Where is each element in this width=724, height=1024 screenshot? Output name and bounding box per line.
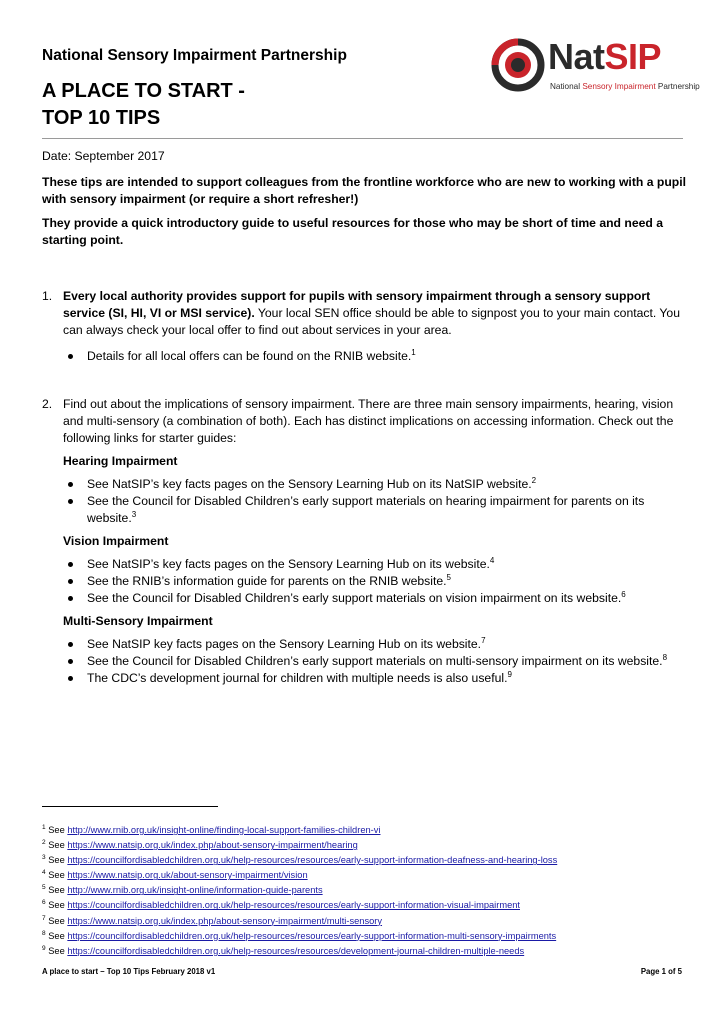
page-footer: [42, 967, 682, 976]
footnote-link[interactable]: http://www.rnib.org.uk/insight-online/finding-local-support-families-children-vi: [67, 825, 381, 835]
footnote: $^1$ See http://www.rnib.org.uk/insight-online/finding-local-support-families-children-vi: [42, 823, 381, 835]
section-heading-vision: Vision Impairment: [63, 534, 169, 548]
footnote-link[interactable]: https://www.natsip.org.uk/about-sensory-impairment/vision: [67, 870, 308, 881]
footnote: $^3$ See https://councilfordisabledchildren.org.uk/help-resources/resources/early-support-information-deafness-and-hearing-loss: [42, 854, 558, 866]
footnotes: [42, 823, 702, 959]
footnote-link[interactable]: http://www.rnib.org.uk/insight-online/information-guide-parents: [67, 885, 323, 896]
list-item: See the Council for Disabled Children’s early support materials on hearing impairment for parents on its website.$^3$: [63, 493, 687, 527]
list-item: See NatSIP key facts pages on the Sensory Learning Hub on its website.$^7$: [63, 636, 687, 653]
tip-1: [42, 288, 687, 365]
footnote: $^7$ See https://www.natsip.org.uk/index.php/about-sensory-impairment/multi-sensory: [42, 914, 383, 926]
list-item: See the RNIB’s information guide for parents on the RNIB website.$^5$: [63, 573, 687, 590]
list-item: Details for all local offers can be found on the RNIB website.$^1$: [63, 348, 687, 365]
logo-tagline: National Sensory Impairment Partnership: [550, 82, 700, 91]
footnote: $^9$ See https://councilfordisabledchildren.org.uk/help-resources/resources/development-journal-children-multiple-needs: [42, 944, 525, 956]
footnote: $^6$ See https://councilfordisabledchildren.org.uk/help-resources/resources/early-support-information-visual-impairment: [42, 899, 520, 911]
footnote: $^8$ See https://councilfordisabledchildren.org.uk/help-resources/resources/early-support-information-multi-sensory-impairments: [42, 929, 557, 941]
footnote-link[interactable]: https://councilfordisabledchildren.org.uk/help-resources/resources/early-support-information-multi-sensory-impairments: [67, 930, 557, 941]
logo-wordmark: NatSIP: [548, 36, 662, 77]
document-body: [42, 148, 687, 687]
footnote-link[interactable]: https://councilfordisabledchildren.org.uk/help-resources/resources/development-journal-children-multiple-needs: [67, 945, 525, 956]
footnote-link[interactable]: https://www.natsip.org.uk/index.php/about-sensory-impairment/hearing: [67, 840, 358, 851]
section-heading-hearing: Hearing Impairment: [63, 454, 178, 468]
header-divider: [42, 138, 683, 139]
footnote-divider: [42, 806, 218, 807]
footnote-link[interactable]: https://councilfordisabledchildren.org.uk/help-resources/resources/early-support-information-deafness-and-hearing-loss: [67, 855, 558, 866]
intro-paragraph-1: These tips are intended to support colleagues from the frontline workforce who are new to working with a pupil with sensory impairment (or require a short refresher!): [42, 175, 686, 206]
intro-paragraph-2: They provide a quick introductory guide to useful resources for those who may be short of time and need a starting point.: [42, 216, 663, 247]
list-item: See the Council for Disabled Children’s early support materials on multi-sensory impairment on its website.$^8$: [63, 653, 687, 670]
page-title: [42, 78, 245, 132]
footnote-link[interactable]: https://www.natsip.org.uk/index.php/about-sensory-impairment/multi-sensory: [67, 915, 383, 926]
title-line-2: TOP 10 TIPS: [42, 107, 161, 129]
footnote: $^5$ See http://www.rnib.org.uk/insight-online/information-guide-parents: [42, 884, 323, 896]
list-item: The CDC’s development journal for children with multiple needs is also useful.$^9$: [63, 670, 687, 687]
list-item: See NatSIP’s key facts pages on the Sensory Learning Hub on its NatSIP website.$^2$: [63, 476, 687, 493]
footnote-link[interactable]: https://councilfordisabledchildren.org.uk/help-resources/resources/early-support-information-visual-impairment: [67, 900, 520, 911]
vision-bullets: [63, 556, 687, 607]
section-heading-multi-sensory: Multi-Sensory Impairment: [63, 614, 213, 628]
footer-document-label: A place to start – Top 10 Tips February 2018 v1: [42, 967, 216, 976]
tip-1-bullets: [63, 348, 687, 365]
document-date: Date: September 2017: [42, 149, 165, 163]
organisation-name: National Sensory Impairment Partnership: [42, 47, 347, 64]
hearing-bullets: [63, 476, 687, 527]
footnote: $^4$ See https://www.natsip.org.uk/about-sensory-impairment/vision: [42, 869, 308, 881]
footnote: $^2$ See https://www.natsip.org.uk/index.php/about-sensory-impairment/hearing: [42, 839, 358, 851]
tip-2-text: Find out about the implications of sensory impairment. There are three main sensory impairments, hearing, vision and multi-sensory (a combination of both). Each has distinct implications on accessing information. Check out the following links for starter guides:: [63, 397, 674, 445]
list-item: See NatSIP’s key facts pages on the Sensory Learning Hub on its website.$^4$: [63, 556, 687, 573]
title-line-1: A PLACE TO START -: [42, 80, 245, 102]
natsip-logo: [488, 34, 700, 98]
list-item: See the Council for Disabled Children’s early support materials on vision impairment on its website.$^6$: [63, 590, 687, 607]
page-number: Page 1 of 5: [640, 967, 682, 976]
multi-sensory-bullets: [63, 636, 687, 687]
tip-number: 1.: [42, 289, 53, 303]
tip-1-text: Every local authority provides support for pupils with sensory impairment through a sensory support service (SI, HI, VI or MSI service). Your local SEN office should be able to signpost you to your main contact. You can always check your local offer to find out about services in your area.: [63, 289, 680, 337]
tip-number: 2.: [42, 397, 53, 411]
natsip-circle-logo-icon: [488, 35, 548, 95]
tip-2: [42, 396, 687, 687]
